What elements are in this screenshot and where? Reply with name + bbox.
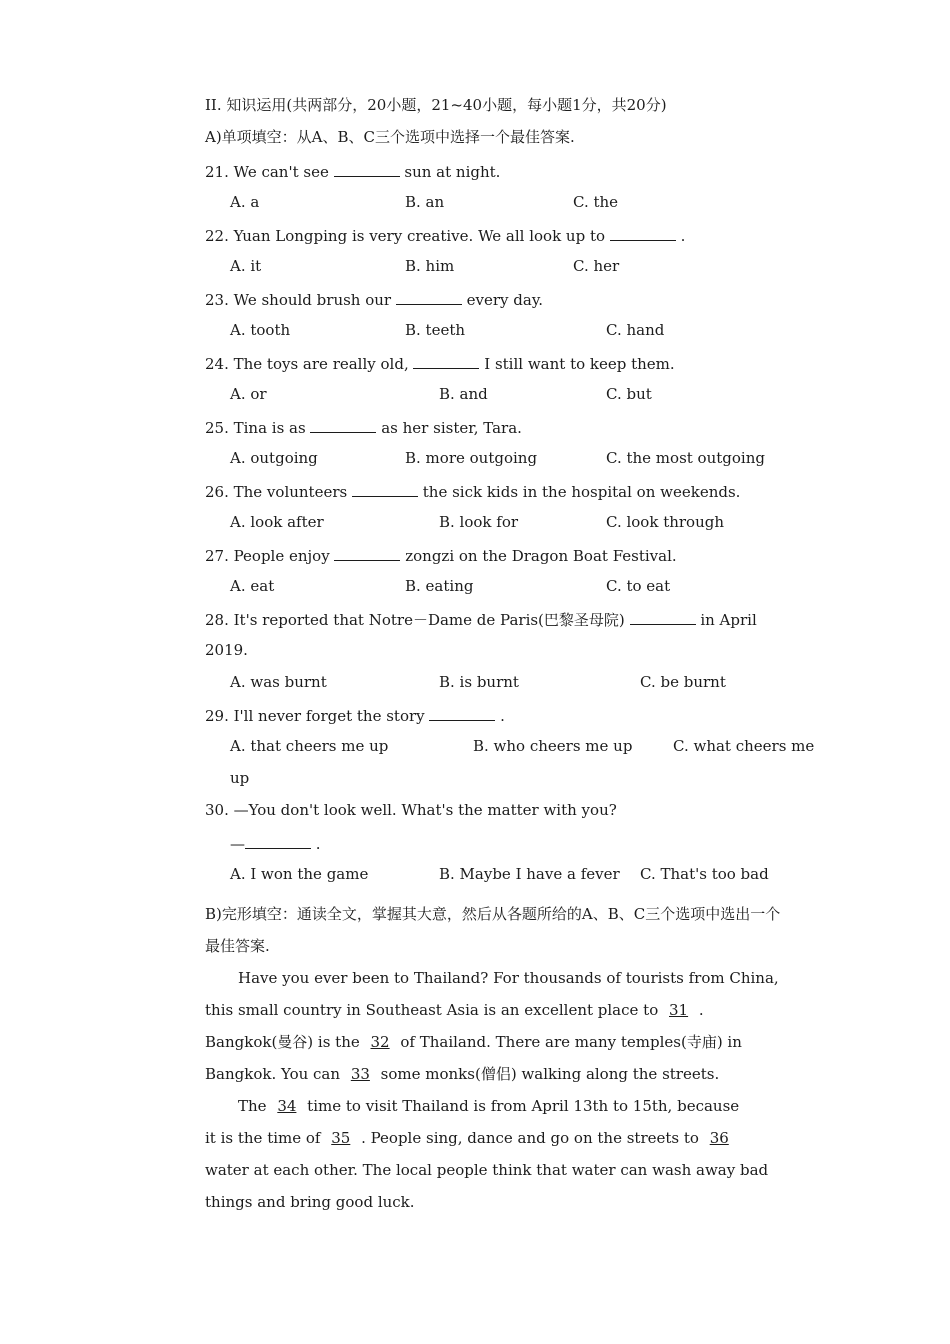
blank-34: 34 [277,1097,297,1115]
option-b: B. more outgoing [405,449,538,467]
option-b: B. teeth [405,321,466,339]
answer-blank [610,224,676,241]
option-a: A. eat [230,577,275,595]
option-c: C. That's too bad [640,865,769,883]
question-28-continued: 2019. [205,641,248,659]
part-b-instructions-continued: 最佳答案. [205,937,270,955]
answer-blank [396,288,462,305]
passage-line: Bangkok. You can 33 some monks(僧侣) walking along the streets. [205,1065,720,1083]
option-b: B. eating [405,577,474,595]
option-b: B. an [405,193,445,211]
question-26: 26. The volunteers the sick kids in the hospital on weekends. [205,480,740,502]
option-b: B. him [405,257,455,275]
blank-33: 33 [350,1065,370,1083]
option-c: C. what cheers me [673,737,815,755]
part-b-instructions: B)完形填空：通读全文，掌握其大意，然后从各题所给的A、B、C三个选项中选出一个 [205,905,781,923]
passage-line: water at each other. The local people think that water can wash away bad [205,1161,769,1179]
option-c: C. her [573,257,620,275]
option-c: C. but [606,385,652,403]
question-30: 30. —You don't look well. What's the matter with you? [205,801,617,819]
option-b: B. and [439,385,488,403]
option-b: B. Maybe I have a fever [439,865,620,883]
answer-blank [334,160,400,177]
option-c: C. the most outgoing [606,449,765,467]
passage-line: it is the time of 35 . People sing, dance and go on the streets to 36 [205,1128,735,1148]
question-21: 21. We can't see sun at night. [205,160,500,182]
blank-32: 32 [370,1033,390,1051]
blank-31: 31 [669,1001,689,1019]
option-a: A. tooth [230,321,291,339]
question-28: 28. It's reported that Notre－Dame de Paris(巴黎圣母院) in April [205,608,757,630]
option-c: C. be burnt [640,673,726,691]
part-a-instructions: A)单项填空：从A、B、C三个选项中选择一个最佳答案. [205,128,575,146]
question-25: 25. Tina is as as her sister, Tara. [205,416,522,438]
option-a: A. look after [230,513,324,531]
question-24: 24. The toys are really old, I still want to keep them. [205,352,675,374]
option-a: A. a [230,193,260,211]
passage-line: Have you ever been to Thailand? For thousands of tourists from China, [238,969,779,987]
answer-blank [310,416,376,433]
question-27: 27. People enjoy zongzi on the Dragon Boat Festival. [205,544,677,566]
option-c: C. look through [606,513,725,531]
option-c: C. to eat [606,577,671,595]
option-c: C. hand [606,321,665,339]
answer-blank [334,544,400,561]
passage-line: things and bring good luck. [205,1193,415,1211]
option-b: B. is burnt [439,673,519,691]
option-a: A. or [230,385,267,403]
passage-line: The 34 time to visit Thailand is from April 13th to 15th, because [238,1097,740,1115]
answer-blank [245,832,311,849]
option-a: A. it [230,257,262,275]
option-a: A. outgoing [230,449,318,467]
option-b: B. who cheers me up [473,737,633,755]
answer-blank [630,608,696,625]
blank-36: 36 [709,1129,729,1147]
section-title: II. 知识运用(共两部分，20小题，21~40小题，每小题1分，共20分) [205,96,667,114]
question-29: 29. I'll never forget the story . [205,704,505,726]
blank-35: 35 [331,1129,351,1147]
passage-line: this small country in Southeast Asia is an excellent place to 31 . [205,1001,704,1019]
answer-blank [352,480,418,497]
question-23: 23. We should brush our every day. [205,288,543,310]
answer-blank [429,704,495,721]
question-22: 22. Yuan Longping is very creative. We all look up to . [205,224,685,246]
option-a: A. I won the game [230,865,369,883]
question-30-response: — . [230,832,321,854]
answer-blank [413,352,479,369]
option-a: A. was burnt [230,673,327,691]
option-c: C. the [573,193,619,211]
option-b: B. look for [439,513,519,531]
option-c-continued: up [230,769,250,787]
passage-line: Bangkok(曼谷) is the 32 of Thailand. There are many temples(寺庙) in [205,1033,742,1051]
option-a: A. that cheers me up [230,737,389,755]
